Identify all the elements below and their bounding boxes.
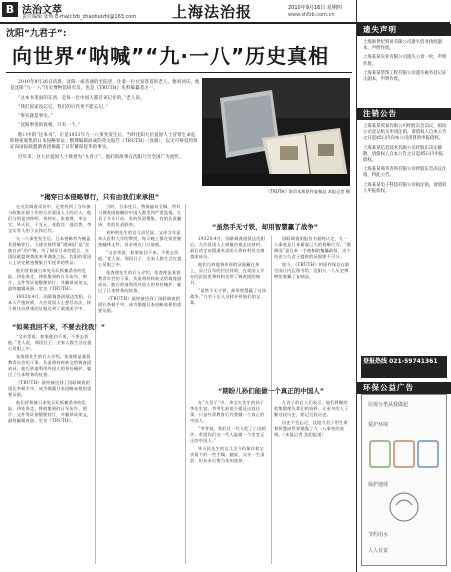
body-paragraph: 1932年4月，国联调查团抵达沈阳后，九位爱国人士商量由谁去送材料。最后决定由精通英语的人将材料送交调查团成员。: [190, 236, 265, 259]
column-divider: [95, 204, 96, 564]
classifieds-sidebar: [356, 0, 451, 572]
body-paragraph: 九一八事变发生后，日本侵略者为掩盖其侵略罪行，大肆宣扬所谓“满洲国”是“民族自决”的产物。为了揭穿日本的谎言，在国际联盟调查团来华调查之际，沈阳的爱国人士决定秘密搜集日军侵华的铁证。: [8, 236, 92, 265]
article-photo: [202, 78, 350, 186]
body-paragraph: 毕天民先生的女儿至今仍保存着父亲留下的一些手稿。她说，父亲一生清贫，但从未后悔当年的选择。: [190, 446, 265, 463]
editor-line: 责任编辑 张辉 E-mail:fzb_zhaohuizhi@163.com: [22, 14, 137, 20]
page-badge: B: [2, 2, 18, 17]
body-paragraph: 张查理先生的后人介绍，张查理是基督教青年会的干事，负责将材料转交给调查团成员。他巧妙地利用外国人的身份掩护，躲过了日本特务的检查。: [8, 354, 92, 377]
masthead: 上海法治报: [172, 3, 253, 21]
sidebar-heading: 环保公益广告: [357, 382, 451, 394]
notice-item: 上海某某商务咨询有限公司经股东会决议注销，特此公告。: [363, 167, 447, 179]
column-divider: [185, 204, 186, 564]
subhead: “揭穿日本侵略罪行，只有由我们来承担”: [40, 193, 160, 201]
lede-paragraph: 2010年8月26日清晨，沈阳一座普通的宅院里，住着一位白发苍苍的老人，他叫刘庆。他是沈阳“九·一八”历史博物馆研究员，也是《TRUTH》史料编纂者之一。: [10, 80, 200, 92]
body-paragraph: 刘仲明先生的女儿回忆说，父亲当年是奉天医科大学的教授，每天晚上都在家里秘密翻译文件，母亲则在门口放哨。: [98, 230, 182, 247]
sidebar-heading: 注销公告: [357, 108, 451, 120]
body-paragraph: 1932年4月，国联调查团抵达沈阳，日本人严密封锁，九位爱国人士想尽办法，终于将这份厚重的证据送到了调查团手中。: [8, 294, 92, 311]
book-photo-icon: [202, 78, 350, 186]
lede-paragraph: “我们国家没忘记，我们的后代更不能忘记。”: [18, 104, 108, 110]
subhead: “期盼儿孙们能做一个真正的中国人”: [218, 387, 325, 395]
section-name: 法治文萃: [22, 5, 62, 16]
body-paragraph: 《TRUTH》最终被送到了国联调查团团长李顿手中，成为揭露日本侵略真相的重要证据。: [98, 296, 182, 313]
body-paragraph: “虽然手无寸铁，却用智慧赢了这场战争。”九君子后人这样评价他们的父辈。: [190, 288, 267, 305]
notice-item: 上海新世纪贸易有限公司遗失营业执照副本，声明作废。: [363, 40, 443, 52]
text-column: [8, 334, 92, 564]
text-column: [274, 236, 352, 376]
text-column: [8, 204, 92, 311]
ad-text: 爱护环境: [368, 422, 389, 428]
lede-paragraph: “这本书里面的东西，是每一位中国人都应该记住的。”老人说。: [18, 95, 145, 101]
body-paragraph: “父亲常说，如果他回不来，不要去找他。”老人说，那段日子，全家人都生活在提心吊胆之中。: [98, 250, 182, 267]
body-paragraph: 《TRUTH》最终被送到了国联调查团团长李顿手中，成为揭露日本侵略真相的重要证据。: [8, 380, 92, 397]
body-paragraph: 他们冒着被日本宪兵队抓捕杀害的危险，四处奔走，将收集到的日军布告、照片、文件等证据整理装订，并翻译成英文，最终编辑成册，定名《TRUTH》。: [8, 400, 92, 423]
notice-item: 上海某某装饰工程有限公司遗失税务登记证正副本，声明作废。: [363, 70, 447, 83]
ad-text: 保护地球: [368, 482, 389, 488]
body-paragraph: 他们冒着被日本宪兵队抓捕杀害的危险，四处奔走，将收集到的日军布告、照片、文件等证据整理装订，并翻译成英文，最终编辑成册，定名《TRUTH》。: [8, 268, 92, 291]
column-divider: [271, 236, 272, 564]
body-paragraph: 张查理先生的后人介绍，张查理是基督教青年会的干事，负责将材料转交给调查团成员。他巧妙地利用外国人的身份掩护，躲过了日本特务的检查。: [98, 270, 182, 293]
notice-item: 上海某某信息技术有限公司经股东决定解散，请债权人自本公告之日起45日内申报债权。: [363, 145, 444, 164]
body-paragraph: 如今，《TRUTH》的原件保存在联合国日内瓦图书馆，沈阳九一八历史博物馆收藏了复制品。: [274, 262, 350, 279]
site-url: www.shfzb.com.cn: [288, 12, 335, 18]
text-column: [190, 400, 268, 564]
body-paragraph: 当时，日本宪兵、特务遍布全城。所有与调查团接触的中国人都受到严密监视。九君子分头行动，有的负责搜集，有的负责翻译，有的负责联络。: [98, 204, 182, 227]
lede-paragraph: 近年来，这九位爱国人士被誉为“九君子”。他们的故事在沈阳乃至全国广为流传。: [18, 154, 184, 160]
article-headline: 向世界“呐喊”“九·一八”历史真相: [12, 44, 330, 68]
ad-text: 垃圾分类从我做起: [368, 402, 409, 408]
body-paragraph: 在“九君子”中，李宝实先生的孙子李先生说，爷爷生前很少提及这段往事，只是经常教育后代要做一个真正的中国人。: [190, 400, 265, 423]
notice-item: 上海某某实业有限公司遗失公章一枚，声明作废。: [363, 55, 447, 67]
lede-paragraph: 他口中的“这本书”，正是1931年九一八事变发生后，当时沈阳九位爱国人士冒着生命危险秘密收集的日本侵略罪证，整理编辑而成的英文报告《TRUTH》（真相），以无可辩驳的铁证向国际联盟调查团揭露了日军蓄谋侵华的事实。: [10, 132, 198, 151]
body-paragraph: 历史不会忘记，沈阳九君子用生命和智慧向世界揭露了九一八事变的真相。（本报记者 沈阳报道）: [274, 420, 348, 437]
subhead: “虽然手无寸铁，却用智慧赢了战争”: [212, 223, 319, 231]
body-paragraph: 国联调查团报告书最终认定，九一八事变是日本蓄谋已久的侵略行为，“满洲国”是日本一手炮制的傀儡政权。这个结论与九君子提供的证据密不可分。: [274, 236, 351, 259]
ad-hotline: 登报热线 021-59741361: [361, 356, 447, 378]
notice-list: [363, 124, 447, 198]
sidebar-heading: 遗失声明: [357, 24, 451, 36]
notice-item: 上海某某电子科技有限公司拟注销，请债权人申报债权。: [363, 182, 447, 194]
notice-item: 上海某某贸易有限公司经股东会决议，拟向公司登记机关申请注销，请债权人自本公告之日起45日内向本公司清算组申报债权。: [363, 124, 447, 142]
ad-text: 人人有责: [368, 548, 389, 554]
headline-rule: [6, 72, 352, 73]
issue-date: 2010年9月16日 星期四: [288, 5, 342, 11]
photo-caption: 《TRUTH》影印本和原件复制品 本报记者 摄: [266, 189, 350, 194]
body-paragraph: “爷爷说，我们这一代人吃了亡国的苦，希望你们这一代人能做一个堂堂正正的中国人。”: [190, 426, 267, 443]
body-paragraph: 在这次调查采访中，记者找到了当年参与收集证据工作的九位爱国人士的后人。他们分别是刘仲明、刘仲宣、张查理、李宝实、毕天民、于光元、张韵泠、邵信普、李宝实等人的子女和后代。: [8, 204, 92, 233]
body-paragraph: “父亲常说，如果他回不来，不要去找他。”老人说，那段日子，全家人都生活在提心吊胆之中。: [8, 334, 92, 351]
article-kicker: 沈阳“九君子”:: [6, 29, 67, 39]
article-lede: [10, 80, 200, 164]
subhead: “如果我回不来，不要去找我！”: [12, 323, 106, 331]
lede-paragraph: “事实就是事实。”: [18, 114, 53, 120]
body-paragraph: 他们巧妙地将厚厚的证据藏在身上，穿过日军的层层封锁，在英国人开办的医院里将材料交给了调查团的秘书。: [190, 262, 265, 285]
text-column: [190, 236, 268, 376]
lede-paragraph: “沈阳事变的真相，只有一个。”: [18, 123, 81, 129]
ad-text: 节约用水: [368, 532, 389, 538]
text-column: [98, 204, 182, 564]
body-paragraph: 九君子的后人们表示，他们将继续收集整理先辈们的资料，让更多的人了解这段历史，铭记这段历史。: [274, 400, 349, 417]
text-column: [274, 400, 352, 564]
notice-list: [363, 40, 447, 86]
public-service-ad: [361, 394, 447, 566]
